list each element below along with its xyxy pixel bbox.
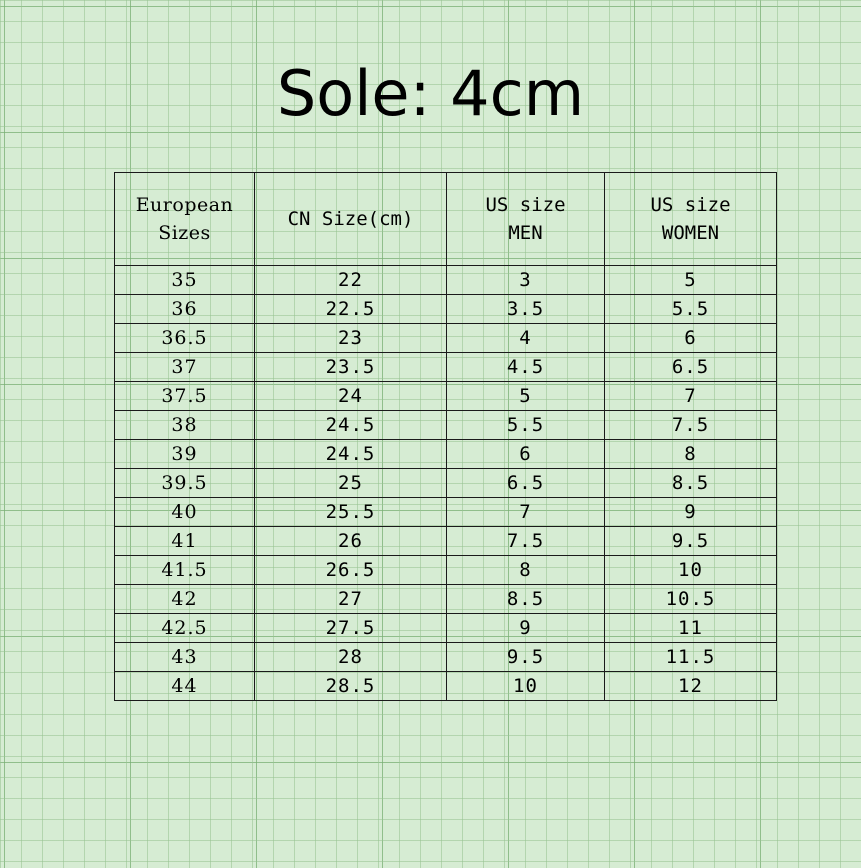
cell-us-men: 8 — [447, 556, 605, 585]
cell-cn-size: 28.5 — [255, 672, 447, 701]
cell-cn-size: 28 — [255, 643, 447, 672]
cell-us-women: 5 — [605, 266, 777, 295]
cell-cn-size: 25 — [255, 469, 447, 498]
cell-cn-size: 23 — [255, 324, 447, 353]
cell-european-size: 37.5 — [115, 382, 255, 411]
table-row — [115, 440, 777, 469]
cell-cn-size: 24 — [255, 382, 447, 411]
cell-european-size: 44 — [115, 672, 255, 701]
cell-us-women: 9.5 — [605, 527, 777, 556]
column-header-line1: US size — [650, 194, 731, 216]
cell-us-men: 9.5 — [447, 643, 605, 672]
table-row — [115, 266, 777, 295]
table-header-row — [115, 173, 777, 266]
table-row — [115, 324, 777, 353]
cell-us-men: 5.5 — [447, 411, 605, 440]
cell-us-women: 5.5 — [605, 295, 777, 324]
cell-us-women: 8.5 — [605, 469, 777, 498]
table-row — [115, 382, 777, 411]
cell-european-size: 42.5 — [115, 614, 255, 643]
cell-european-size: 38 — [115, 411, 255, 440]
cell-us-women: 10 — [605, 556, 777, 585]
table-body — [115, 266, 777, 701]
cell-cn-size: 27 — [255, 585, 447, 614]
cell-us-men: 7.5 — [447, 527, 605, 556]
cell-cn-size: 22.5 — [255, 295, 447, 324]
table-header — [115, 173, 777, 266]
cell-cn-size: 26.5 — [255, 556, 447, 585]
cell-european-size: 41 — [115, 527, 255, 556]
column-header-line1: European — [135, 194, 234, 216]
cell-us-women: 11 — [605, 614, 777, 643]
cell-us-men: 4 — [447, 324, 605, 353]
table-row — [115, 353, 777, 382]
cell-us-men: 9 — [447, 614, 605, 643]
cell-european-size: 40 — [115, 498, 255, 527]
cell-european-size: 39.5 — [115, 469, 255, 498]
column-header-line2: Sizes — [158, 222, 211, 244]
table-row — [115, 643, 777, 672]
page-title: Sole: 4cm — [276, 57, 585, 130]
cell-european-size: 35 — [115, 266, 255, 295]
table-row — [115, 295, 777, 324]
cell-us-women: 10.5 — [605, 585, 777, 614]
table-row — [115, 585, 777, 614]
column-header-line1: US size — [485, 194, 566, 216]
column-header-line2: WOMEN — [661, 222, 720, 244]
table-row — [115, 556, 777, 585]
column-header-us-size-women — [605, 173, 777, 266]
cell-us-women: 6.5 — [605, 353, 777, 382]
cell-cn-size: 23.5 — [255, 353, 447, 382]
cell-cn-size: 24.5 — [255, 411, 447, 440]
cell-us-women: 7.5 — [605, 411, 777, 440]
cell-us-women: 11.5 — [605, 643, 777, 672]
cell-cn-size: 24.5 — [255, 440, 447, 469]
cell-european-size: 43 — [115, 643, 255, 672]
cell-european-size: 42 — [115, 585, 255, 614]
cell-cn-size: 26 — [255, 527, 447, 556]
cell-us-women: 12 — [605, 672, 777, 701]
cell-us-men: 7 — [447, 498, 605, 527]
column-header-european-sizes — [115, 173, 255, 266]
cell-us-men: 10 — [447, 672, 605, 701]
cell-us-men: 6.5 — [447, 469, 605, 498]
column-header-line1: CN Size(cm) — [287, 208, 414, 230]
cell-cn-size: 27.5 — [255, 614, 447, 643]
column-header-us-size-men — [447, 173, 605, 266]
cell-european-size: 36.5 — [115, 324, 255, 353]
table-row — [115, 527, 777, 556]
table-row — [115, 672, 777, 701]
table-row — [115, 498, 777, 527]
table-row — [115, 411, 777, 440]
cell-us-men: 3 — [447, 266, 605, 295]
cell-us-women: 6 — [605, 324, 777, 353]
cell-us-women: 7 — [605, 382, 777, 411]
cell-us-men: 3.5 — [447, 295, 605, 324]
shoe-size-table — [114, 172, 777, 701]
table-row — [115, 614, 777, 643]
column-header-line2: MEN — [508, 222, 543, 244]
cell-european-size: 36 — [115, 295, 255, 324]
cell-european-size: 39 — [115, 440, 255, 469]
table-row — [115, 469, 777, 498]
cell-cn-size: 22 — [255, 266, 447, 295]
cell-us-women: 8 — [605, 440, 777, 469]
cell-us-men: 5 — [447, 382, 605, 411]
cell-us-women: 9 — [605, 498, 777, 527]
column-header-cn-size — [255, 173, 447, 266]
cell-european-size: 37 — [115, 353, 255, 382]
cell-cn-size: 25.5 — [255, 498, 447, 527]
cell-us-men: 4.5 — [447, 353, 605, 382]
cell-us-men: 6 — [447, 440, 605, 469]
cell-european-size: 41.5 — [115, 556, 255, 585]
cell-us-men: 8.5 — [447, 585, 605, 614]
